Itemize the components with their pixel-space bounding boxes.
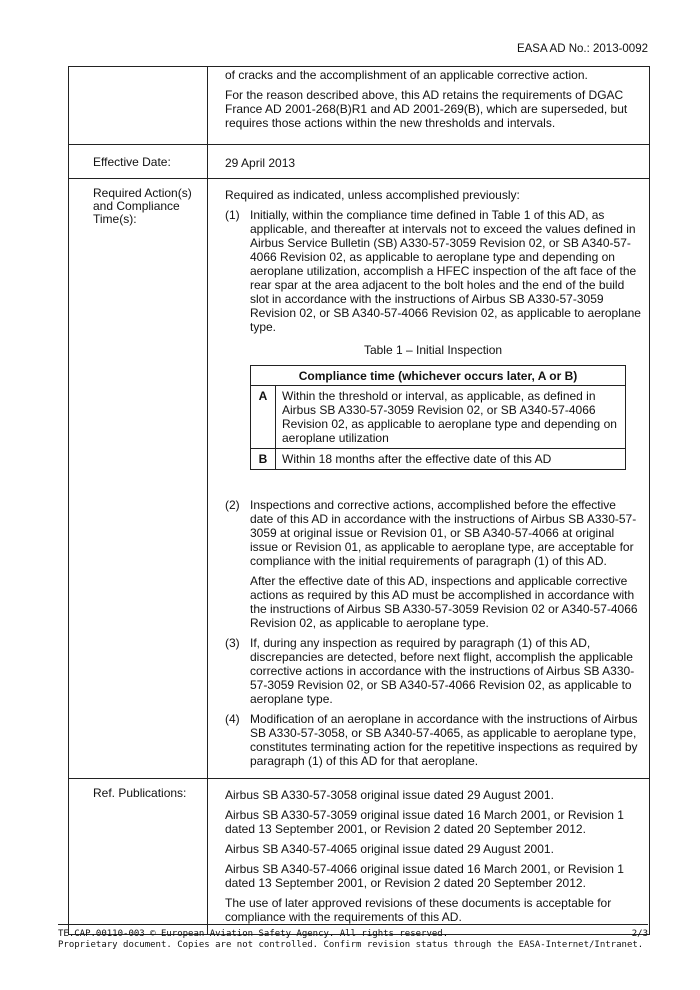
action-item-1 [225, 208, 641, 334]
ref-publication-entry: Airbus SB A340-57-4066 original issue dated 16 March 2001, or Revision 1 dated 13 September 2001, or Revision 2 dated 20 September 2012. [225, 862, 624, 890]
required-actions-label: Required Action(s) and Compliance Time(s): [69, 179, 208, 779]
continuation-paragraph: of cracks and the accomplishment of an applicable corrective action. [225, 68, 588, 82]
table-row-key: B [251, 449, 276, 470]
ref-publication-entry: Airbus SB A340-57-4065 original issue dated 29 August 2001. [225, 842, 554, 856]
ref-publications-row [69, 779, 650, 935]
ref-publications-value [208, 779, 650, 935]
action-paragraph: Initially, within the compliance time defined in Table 1 of this AD, as applicable, and thereafter at intervals not to exceed the values defined in Airbus Service Bulletin (SB) A330-57-3059 Revision 02, or SB A340-57-4066 Revision 02, as applicable to aeroplane type and depending on aeroplane utilization, accomplish a HFEC inspection of the aft face of the rear spar at the area adjacent to the bolt holes and the end of the build slot in accordance with the instructions of Airbus SB A330-57-3059 Revision 02, or SB A340-57-4066 Revision 02, as applicable to aeroplane type. [250, 208, 641, 334]
ref-publication-entry: The use of later approved revisions of these documents is acceptable for compliance with the requirements of this AD. [225, 896, 612, 924]
effective-date-label: Effective Date: [69, 145, 208, 179]
action-item-3 [225, 636, 641, 706]
table-row-text: Within 18 months after the effective date of this AD [276, 449, 626, 470]
ref-publication-entry: Airbus SB A330-57-3058 original issue dated 29 August 2001. [225, 788, 554, 802]
footer-divider [58, 924, 648, 925]
ref-publications-label: Ref. Publications: [69, 779, 208, 935]
action-paragraph: After the effective date of this AD, inspections and applicable corrective actions as required by this AD must be accomplished in accordance with the instructions of Airbus SB A330-57-3059 Revision 02 or A340-57-4066 Revision 02, as applicable to aeroplane type. [250, 574, 638, 630]
action-paragraph: Modification of an aeroplane in accordance with the instructions of Airbus SB A330-57-3058, or SB A340-57-4065, as applicable to aeroplane type, constitutes terminating action for the repetitive inspections as required by paragraph (1) of this AD for that aeroplane. [250, 712, 638, 768]
action-number: (2) [225, 498, 240, 512]
effective-date-value: 29 April 2013 [208, 145, 650, 179]
continuation-row [69, 67, 650, 145]
continuation-label-cell [69, 67, 208, 145]
page-footer [58, 929, 648, 951]
action-number: (3) [225, 636, 240, 650]
continuation-paragraph: For the reason described above, this AD retains the requirements of DGAC France AD 2001-268(B)R1 and AD 2001-269(B), which are superseded, but requires those actions within the new thresholds and intervals. [225, 88, 628, 130]
footer-copyright: TE.CAP.00110-003 © European Aviation Safety Agency. All rights reserved. [58, 929, 449, 939]
action-number: (1) [225, 208, 240, 222]
required-actions-intro: Required as indicated, unless accomplished previously: [225, 188, 520, 202]
action-paragraph: Inspections and corrective actions, accomplished before the effective date of this AD in accordance with the instructions of Airbus SB A330-57-3059 at original issue or Revision 01, or SB A340-57-4066 at original issue or Revision 01, as applicable to aeroplane type, are acceptable for compliance with the initial requirements of paragraph (1) of this AD. [250, 498, 637, 568]
footer-disclaimer: Proprietary document. Copies are not controlled. Confirm revision status through the EASA-Internet/Intranet. [58, 940, 644, 950]
ad-number-header: EASA AD No.: 2013-0092 [516, 43, 648, 55]
continuation-value-cell [208, 67, 650, 145]
action-number: (4) [225, 712, 240, 726]
required-actions-row [69, 179, 650, 779]
action-item-4 [225, 712, 641, 768]
table-row-key: A [251, 386, 276, 449]
compliance-table [250, 365, 626, 470]
ref-publication-entry: Airbus SB A330-57-3059 original issue dated 16 March 2001, or Revision 1 dated 13 September 2001, or Revision 2 dated 20 September 2012. [225, 808, 624, 836]
action-paragraph: If, during any inspection as required by paragraph (1) of this AD, discrepancies are detected, before next flight, accomplish the applicable corrective actions in accordance with the instructions of Airbus SB A330-57-3059 Revision 02, or SB A340-57-4066 Revision 02, as applicable to aeroplane type. [250, 636, 635, 706]
table-row [251, 386, 626, 449]
table-1-caption: Table 1 – Initial Inspection [363, 343, 503, 357]
effective-date-row [69, 145, 650, 179]
page-number: 2/3 [631, 929, 648, 939]
action-item-2 [225, 498, 641, 630]
table-row-text: Within the threshold or interval, as applicable, as defined in Airbus SB A330-57-3059 Revision 02, or SB A340-57-4066 Revision 02, as applicable to aeroplane type and depending on aeroplane utilization [276, 386, 626, 449]
compliance-table-header: Compliance time (whichever occurs later, A or B) [251, 366, 626, 386]
table-row [251, 449, 626, 470]
ad-content-table [68, 66, 650, 935]
required-actions-value [208, 179, 650, 779]
